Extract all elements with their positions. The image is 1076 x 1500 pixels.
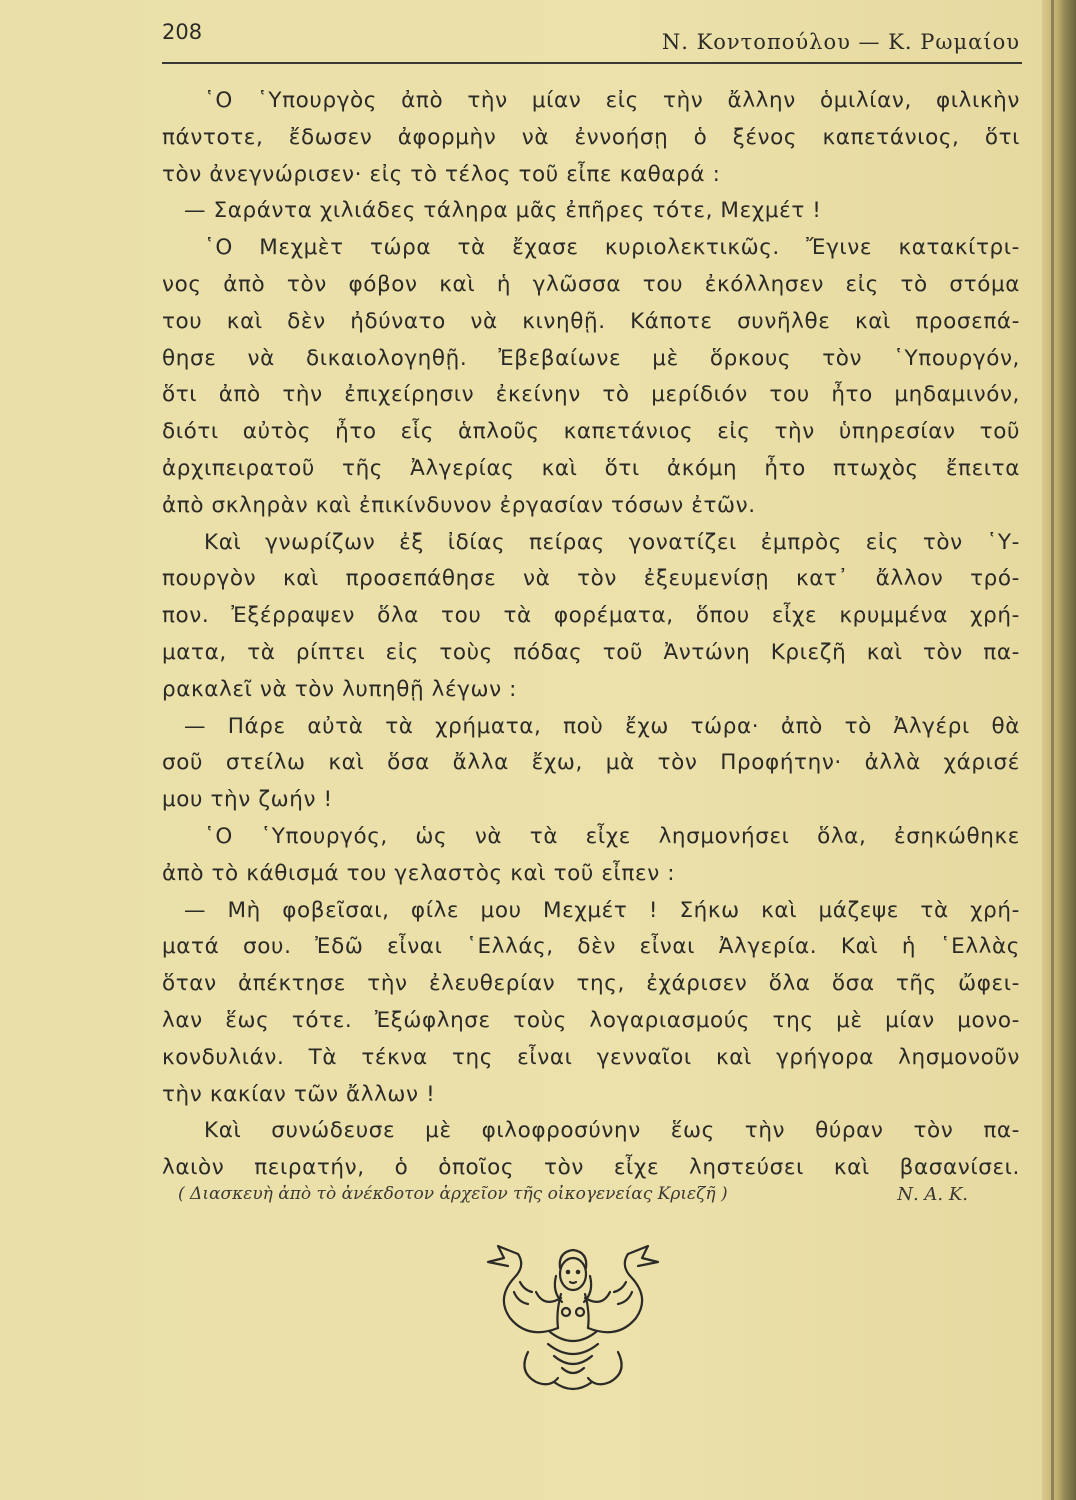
author-initials: Ν. Α. Κ. xyxy=(897,1184,968,1205)
text-line: λαιὸν πειρατήν, ὁ ὁποῖος τὸν εἶχε ληστεύσει καὶ βασανίσει. xyxy=(162,1155,1020,1181)
text-line: νος ἀπὸ τὸν φόβον καὶ ἡ γλῶσσα του ἐκόλλησεν εἰς τὸ στόμα xyxy=(162,271,1020,297)
text-line: διότι αὐτὸς ἦτο εἷς ἁπλοῦς καπετάνιος εἰς τὴν ὑπηρεσίαν τοῦ xyxy=(162,419,1020,445)
text-line: ὅταν ἀπέκτησε τὴν ἐλευθερίαν της, ἐχάρισεν ὅλα ὅσα τῆς ὤφει- xyxy=(162,971,1020,997)
text-line: λαν ἕως τότε. Ἐξώφλησε τοὺς λογαριασμούς της μὲ μίαν μονο- xyxy=(162,1007,1020,1033)
page-edge-shadow xyxy=(1051,0,1054,1500)
text-line: σοῦ στείλω καὶ ὅσα ἄλλα ἔχω, μὰ τὸν Προφήτην· ἀλλὰ χάρισέ xyxy=(162,750,1020,776)
text-line: κονδυλιάν. Τὰ τέκνα της εἶναι γενναῖοι καὶ γρήγορα λησμονοῦν xyxy=(162,1044,1020,1070)
text-line: ῾Ο ῾Υπουργός, ὡς νὰ τὰ εἶχε λησμονήσει ὅλα, ἐσηκώθηκε xyxy=(204,823,1020,849)
running-head: Ν. Κοντοπούλου — Κ. Ρωμαίου xyxy=(661,30,1020,54)
mermaid-ornament-icon xyxy=(458,1232,688,1402)
text-line: ματα, τὰ ρίπτει εἰς τοὺς πόδας τοῦ Ἀντώνη Κριεζῆ καὶ τὸν πα- xyxy=(162,639,1020,665)
text-line: — Σαράντα χιλιάδες τάληρα μᾶς ἐπῆρες τότε, Μεχμέτ ! xyxy=(184,198,822,224)
text-line: μου τὴν ζωήν ! xyxy=(162,787,333,813)
footnote xyxy=(178,1184,968,1214)
text-line: Καὶ γνωρίζων ἐξ ἰδίας πείρας γονατίζει ἐμπρὸς εἰς τὸν ῾Υ- xyxy=(204,529,1020,555)
text-line: ἀπὸ σκληρὰν καὶ ἐπικίνδυνον ἐργασίαν τόσων ἐτῶν. xyxy=(162,492,756,518)
text-line: ὅτι ἀπὸ τὴν ἐπιχείρησιν ἐκείνην τὸ μερίδιόν του ἦτο μηδαμινόν, xyxy=(162,382,1020,408)
text-line: τὴν κακίαν τῶν ἄλλων ! xyxy=(162,1081,436,1107)
text-line: πάντοτε, ἔδωσεν ἀφορμὴν νὰ ἐννοήσῃ ὁ ξένος καπετάνιος, ὅτι xyxy=(162,124,1020,150)
text-line: ἀρχιπειρατοῦ τῆς Ἀλγερίας καὶ ὅτι ἀκόμη ἦτο πτωχὸς ἔπειτα xyxy=(162,455,1020,481)
text-line: ματά σου. Ἐδῶ εἶναι ῾Ελλάς, δὲν εἶναι Ἀλγερία. Καὶ ἡ ῾Ελλὰς xyxy=(162,934,1020,960)
header-rule xyxy=(162,62,1022,64)
text-line: ῾Ο Μεχμὲτ τώρα τὰ ἔχασε κυριολεκτικῶς. Ἔγινε κατακίτρι- xyxy=(204,235,1020,261)
text-line: πον. Ἐξέρραψεν ὅλα του τὰ φορέματα, ὅπου εἶχε κρυμμένα χρή- xyxy=(162,603,1020,629)
text-line: πουργὸν καὶ προσεπάθησε νὰ τὸν ἐξευμενίσῃ κατ᾿ ἄλλον τρό- xyxy=(162,566,1020,592)
text-line: Καὶ συνώδευσε μὲ φιλοφροσύνην ἕως τὴν θύραν τὸν πα- xyxy=(204,1118,1020,1144)
text-line: τὸν ἀνεγνώρισεν· εἰς τὸ τέλος τοῦ εἶπε καθαρά : xyxy=(162,161,721,187)
page-header xyxy=(162,20,1020,60)
text-line: — Πάρε αὐτὰ τὰ χρήματα, ποὺ ἔχω τώρα· ἀπὸ τὸ Ἀλγέρι θὰ xyxy=(184,713,1020,739)
text-line: ἀπὸ τὸ κάθισμά του γελαστὸς καὶ τοῦ εἶπεν : xyxy=(162,860,676,886)
page-edge xyxy=(1042,0,1076,1500)
text-line: — Μὴ φοβεῖσαι, φίλε μου Μεχμέτ ! Σήκω καὶ μάζεψε τὰ χρή- xyxy=(184,897,1020,923)
text-line: θησε νὰ δικαιολογηθῇ. Ἐβεβαίωνε μὲ ὅρκους τὸν ῾Υπουργόν, xyxy=(162,345,1020,371)
page-number: 208 xyxy=(162,20,203,44)
text-line: ῾Ο ῾Υπουργὸς ἀπὸ τὴν μίαν εἰς τὴν ἄλλην ὁμιλίαν, φιλικὴν xyxy=(204,88,1020,113)
text-line: ρακαλεῖ νὰ τὸν λυπηθῇ λέγων : xyxy=(162,676,517,702)
body-text xyxy=(162,83,1020,1187)
text-line: του καὶ δὲν ἠδύνατο νὰ κινηθῇ. Κάποτε συνῆλθε καὶ προσεπά- xyxy=(162,308,1020,334)
footnote-source: ( Διασκευὴ ἀπὸ τὸ ἀνέκδοτον ἀρχεῖον τῆς οἰκογενείας Κριεζῆ ) xyxy=(178,1184,728,1204)
